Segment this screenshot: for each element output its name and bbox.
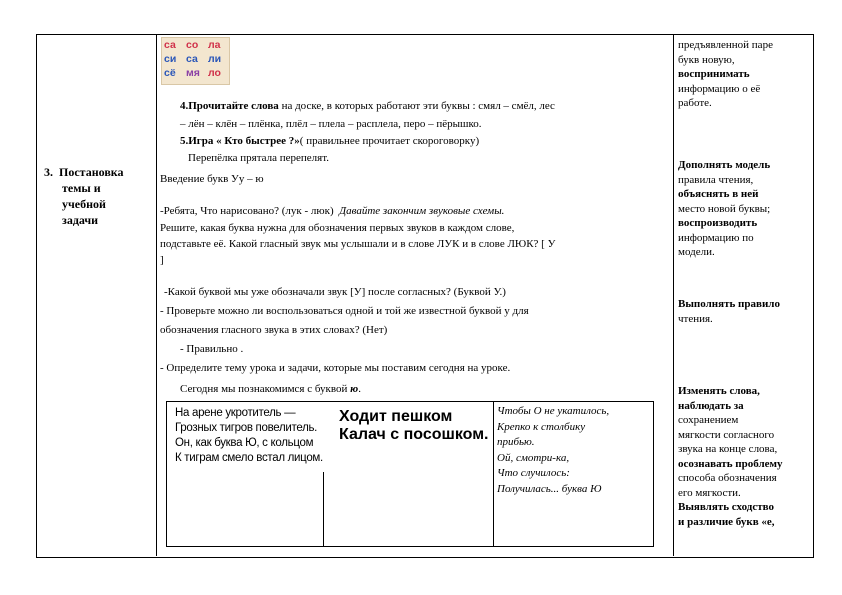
activity-block-2: [678, 158, 810, 260]
task-4: 4.Прочитайте слова на доске, в которых работают эти буквы : смял – смёл, лес: [180, 100, 555, 112]
question-1: -Ребята, Что нарисовано? (лук - люк) Давайте закончим звуковые схемы.: [160, 205, 505, 217]
poem-box: [166, 401, 654, 547]
activity-line: звука на конце слова,: [678, 443, 778, 455]
poem-line: Калач с посошком.: [339, 426, 489, 443]
activity-line: информацию по: [678, 231, 754, 244]
activity-line: его мягкости.: [678, 486, 741, 499]
activity-line: наблюдать за: [678, 399, 744, 412]
activity-line: предъявленной паре: [678, 39, 773, 51]
activity-line: букв новую,: [678, 53, 735, 66]
syllable-card-image: [161, 37, 230, 85]
activity-line: Выполнять правило: [678, 298, 780, 310]
section-heading: Введение букв Уу – ю: [160, 173, 264, 185]
activity-block-3: [678, 297, 810, 326]
syllable: сё: [164, 67, 176, 79]
syllable: са: [186, 53, 198, 65]
syllable: ли: [208, 53, 222, 65]
column-divider: [156, 34, 157, 556]
riddle-kalach: [339, 408, 488, 444]
poem-line: Чтобы О не укатилось,: [497, 405, 610, 417]
poem-line: Ходит пешком: [339, 408, 453, 425]
activity-line: место новой буквы;: [678, 202, 771, 215]
activity-line: способа обозначения: [678, 472, 777, 484]
activity-block-1: [678, 38, 810, 111]
syllable: со: [186, 39, 199, 51]
activity-block-4: [678, 384, 810, 529]
box-divider: [493, 402, 494, 546]
activity-line: объяснять в ней: [678, 188, 759, 200]
activity-line: Дополнять модель: [678, 159, 771, 171]
activity-line: Выявлять сходство: [678, 501, 774, 513]
poem-line: К тиграм смело встал лицом.: [175, 452, 323, 464]
syllable: ло: [208, 67, 221, 79]
question-3-line2: обозначения гласного звука в этих словах? (Нет): [160, 324, 388, 336]
box-divider: [323, 472, 324, 546]
poem-letter-yu: [497, 404, 652, 497]
stage-title-line: задачи: [62, 213, 99, 227]
activity-line: мягкости согласного: [678, 428, 775, 441]
poem-line: Крепко к столбику: [497, 420, 586, 433]
activity-line: информацию о её: [678, 82, 761, 95]
task-5: 5.Игра « Кто быстрее ?»( правильнее прочитает скороговорку): [180, 135, 480, 147]
poem-line: прибью.: [497, 436, 535, 448]
syllable: мя: [186, 67, 200, 79]
lesson-topic: Сегодня мы познакомимся с буквой ю.: [180, 383, 361, 395]
poem-line: Грозных тигров повелитель.: [175, 422, 318, 434]
activity-line: чтения.: [678, 312, 713, 325]
syllable: си: [164, 53, 177, 65]
poem-line: Получилась... буква Ю: [497, 482, 602, 495]
task-4-line2: – лён – клён – плёнка, плёл – плела – расплела, перо – пёрышко.: [180, 118, 482, 130]
question-1-line4: ]: [160, 254, 164, 266]
activity-line: воспроизводить: [678, 217, 758, 229]
activity-line: модели.: [678, 246, 715, 258]
activity-line: и различие букв «е,: [678, 515, 775, 528]
poem-line: На арене укротитель —: [175, 407, 296, 419]
question-2: -Какой буквой мы уже обозначали звук [У] после согласных? (Буквой У.): [164, 286, 506, 298]
tongue-twister: Перепёлка прятала перепелят.: [188, 152, 329, 164]
poem-line: Ой, смотри-ка,: [497, 451, 570, 464]
poem-line: Что случилось:: [497, 467, 570, 479]
poem-tamer: [175, 406, 331, 466]
question-1-line3: подставьте её. Какой гласный звук мы услышали и в слове ЛУК и в слове ЛЮК? [ У: [160, 238, 556, 250]
answer: - Правильно .: [180, 343, 244, 355]
syllable: са: [164, 39, 176, 51]
syllable: ла: [208, 39, 221, 51]
activity-line: сохранением: [678, 414, 739, 426]
question-3: - Проверьте можно ли воспользоваться одной и той же известной буквой у для: [160, 305, 529, 317]
activity-line: Изменять слова,: [678, 385, 760, 397]
stage-title-line: темы и: [62, 181, 101, 195]
stage-cell: [44, 164, 124, 228]
task-define-topic: - Определите тему урока и задачи, которые мы поставим сегодня на уроке.: [160, 362, 511, 374]
poem-line: Он, как буква Ю, с кольцом: [175, 437, 314, 449]
activity-line: воспринимать: [678, 68, 750, 80]
activity-line: осознавать проблему: [678, 457, 783, 470]
activity-line: правила чтения,: [678, 173, 754, 186]
stage-title: 3. Постановка: [44, 165, 124, 179]
question-1-line2: Решите, какая буква нужна для обозначения первых звуков в каждом слове,: [160, 222, 515, 234]
stage-title-line: учебной: [62, 197, 106, 211]
activity-line: работе.: [678, 97, 712, 109]
